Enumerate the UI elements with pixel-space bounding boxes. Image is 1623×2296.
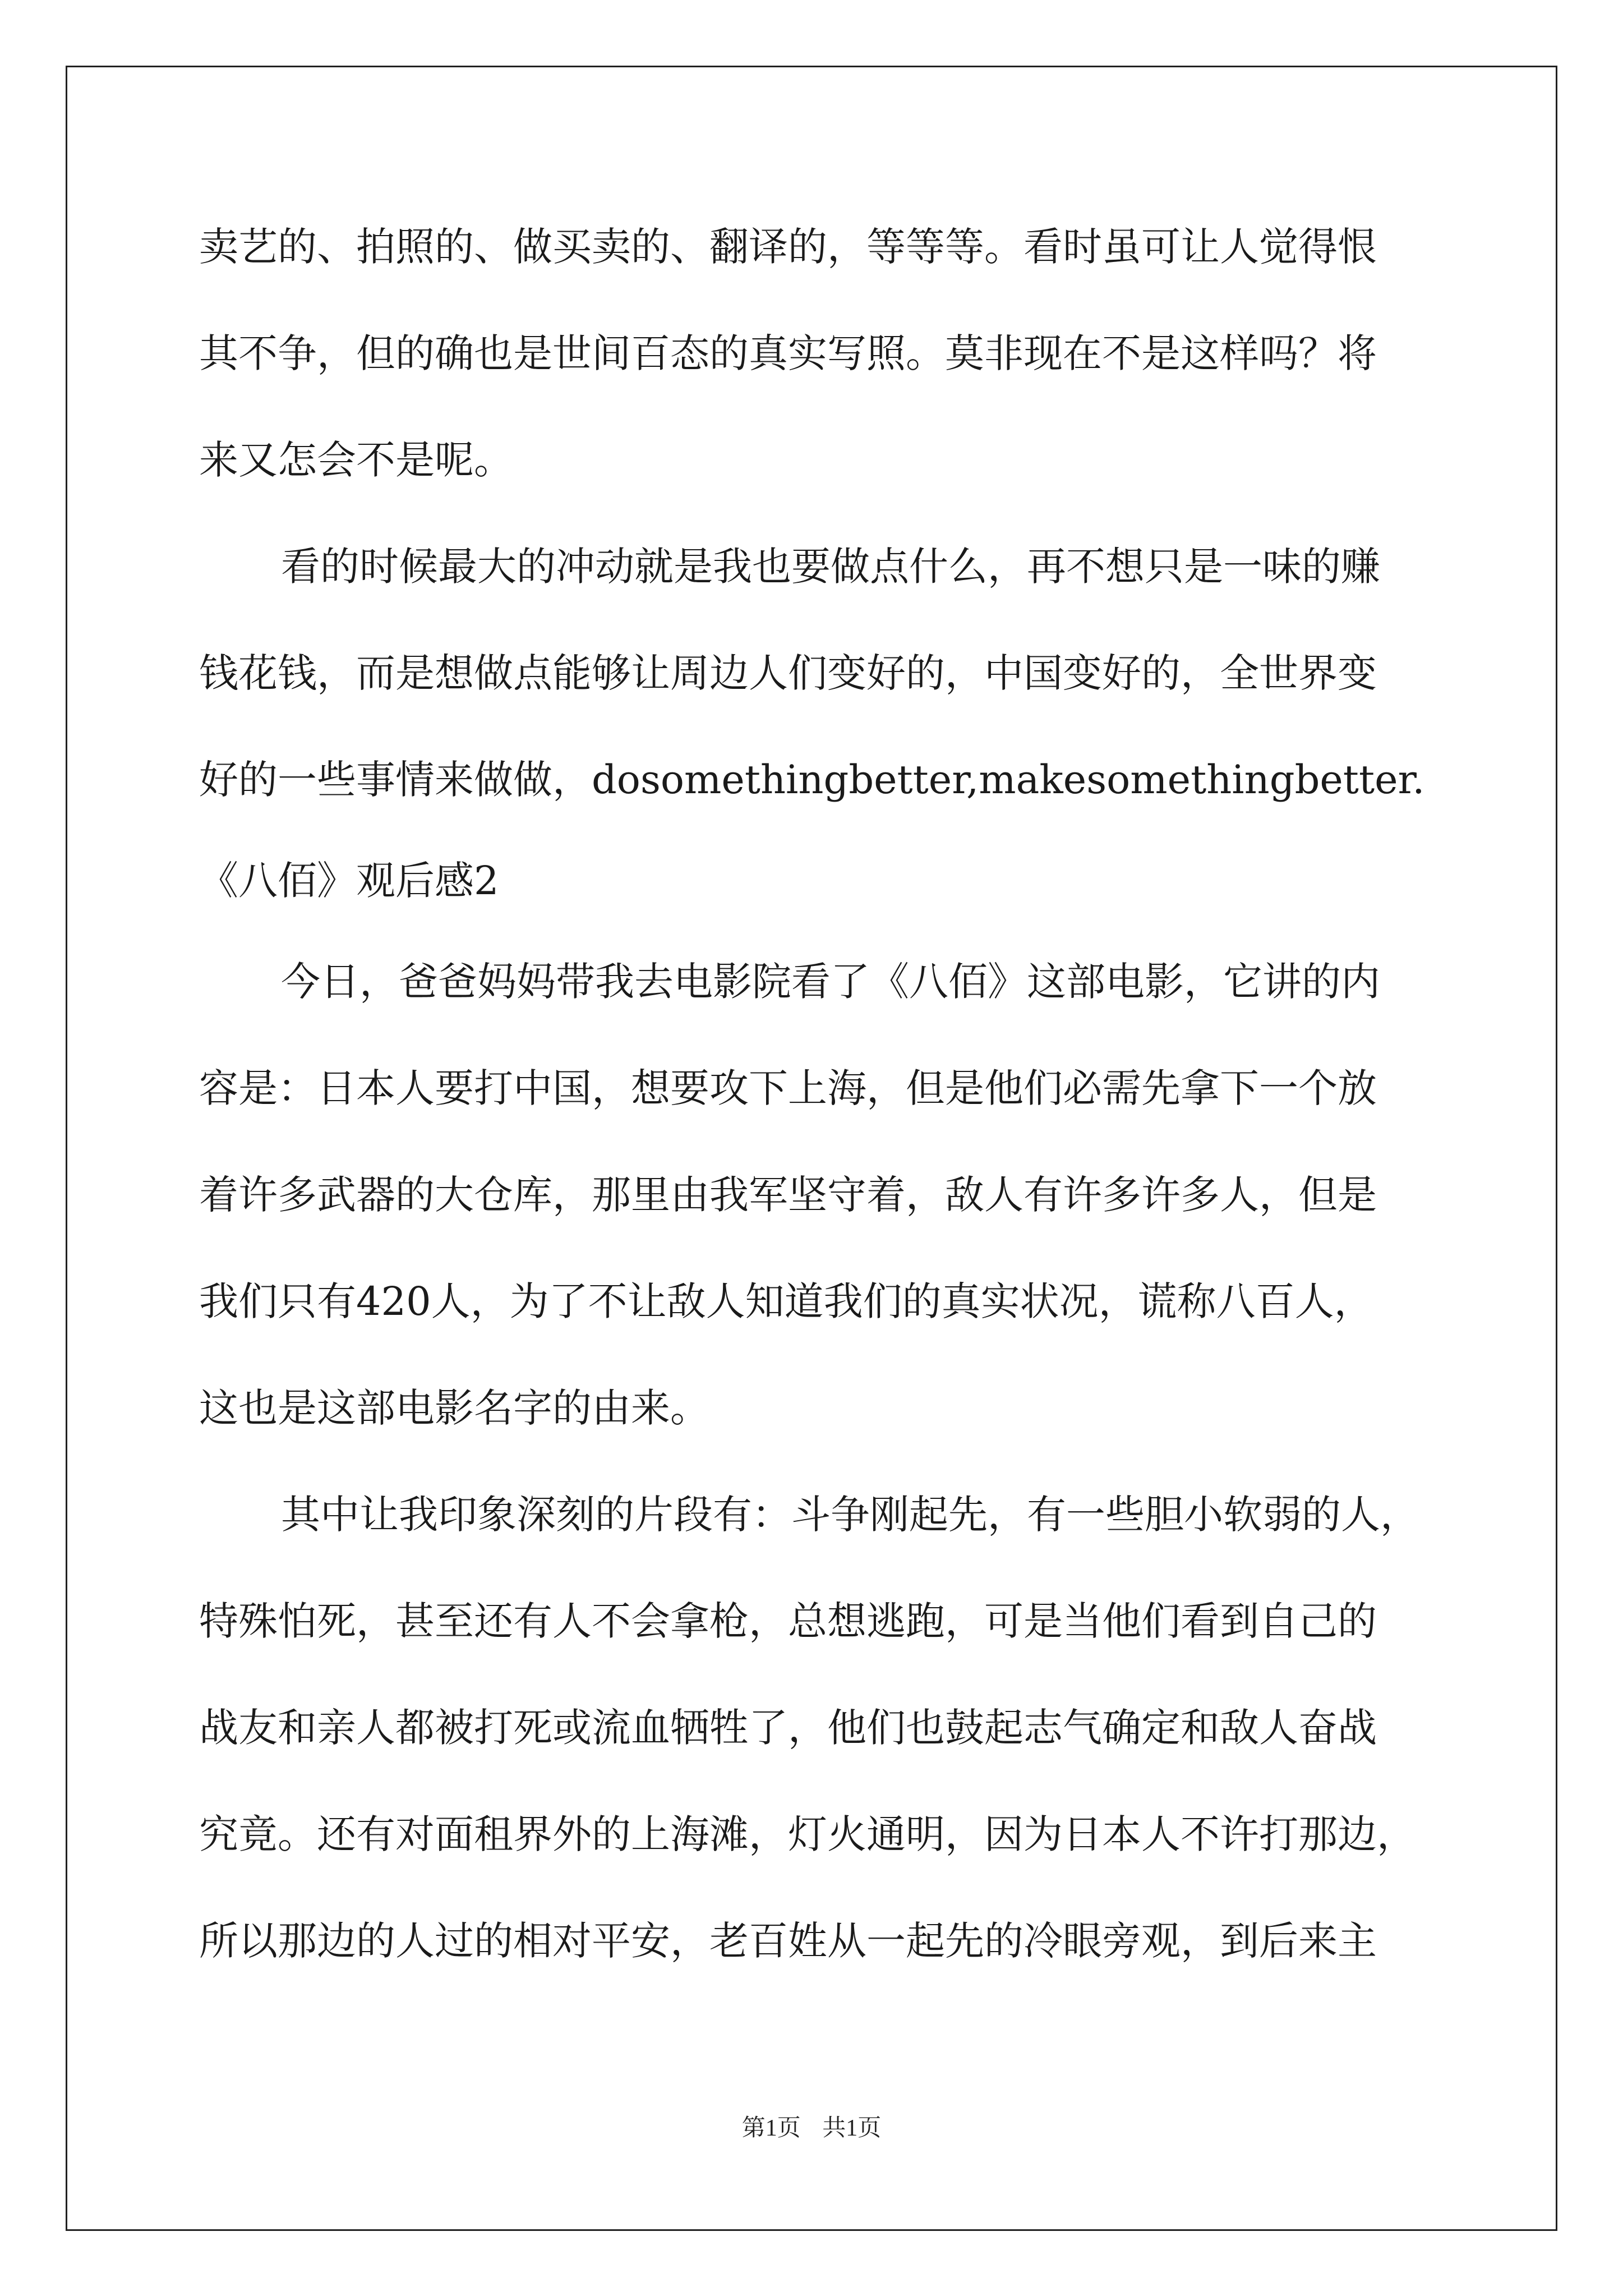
page-footer — [0, 2109, 1623, 2143]
text-line: 着许多武器的大仓库，那里由我军坚守着，敌人有许多许多人，但是 — [199, 1172, 1377, 1218]
text-line: 钱花钱，而是想做点能够让周边人们变好的，中国变好的，全世界变 — [199, 650, 1377, 696]
section-heading: 《八佰》观后感2 — [199, 858, 499, 904]
text-line: 战友和亲人都被打死或流血牺牲了，他们也鼓起志气确定和敌人奋战 — [199, 1705, 1377, 1751]
text-line: 其不争，但的确也是世间百态的真实写照。莫非现在不是这样吗？将 — [199, 330, 1377, 376]
text-line: 我们只有420人，为了不让敌人知道我们的真实状况，谎称八百人， — [199, 1278, 1373, 1324]
text-line: 其中让我印象深刻的片段有：斗争刚起先，有一些胆小软弱的人， — [281, 1492, 1419, 1538]
text-line: 容是：日本人要打中国，想要攻下上海，但是他们必需先拿下一个放 — [199, 1065, 1377, 1111]
text-line: 究竟。还有对面租界外的上海滩，灯火通明，因为日本人不许打那边， — [199, 1811, 1416, 1857]
text-line: 来又怎会不是呢。 — [199, 437, 513, 483]
text-line: 卖艺的、拍照的、做买卖的、翻译的，等等等。看时虽可让人觉得恨 — [199, 224, 1377, 270]
text-line: 这也是这部电影名字的由来。 — [199, 1385, 709, 1431]
page-number: 第1页 — [741, 2115, 801, 2141]
text-line: 看的时候最大的冲动就是我也要做点什么，再不想只是一味的赚 — [281, 544, 1380, 590]
text-line: 所以那边的人过的相对平安，老百姓从一起先的冷眼旁观，到后来主 — [199, 1918, 1377, 1964]
page-total: 共1页 — [822, 2115, 882, 2141]
text-line: 好的一些事情来做做，dosomethingbetter,makesomethingbetter. — [199, 757, 1425, 803]
document-body — [199, 194, 1450, 1994]
text-line: 今日，爸爸妈妈带我去电影院看了《八佰》这部电影，它讲的内 — [281, 959, 1380, 1005]
text-line: 特殊怕死，甚至还有人不会拿枪，总想逃跑，可是当他们看到自己的 — [199, 1598, 1377, 1644]
